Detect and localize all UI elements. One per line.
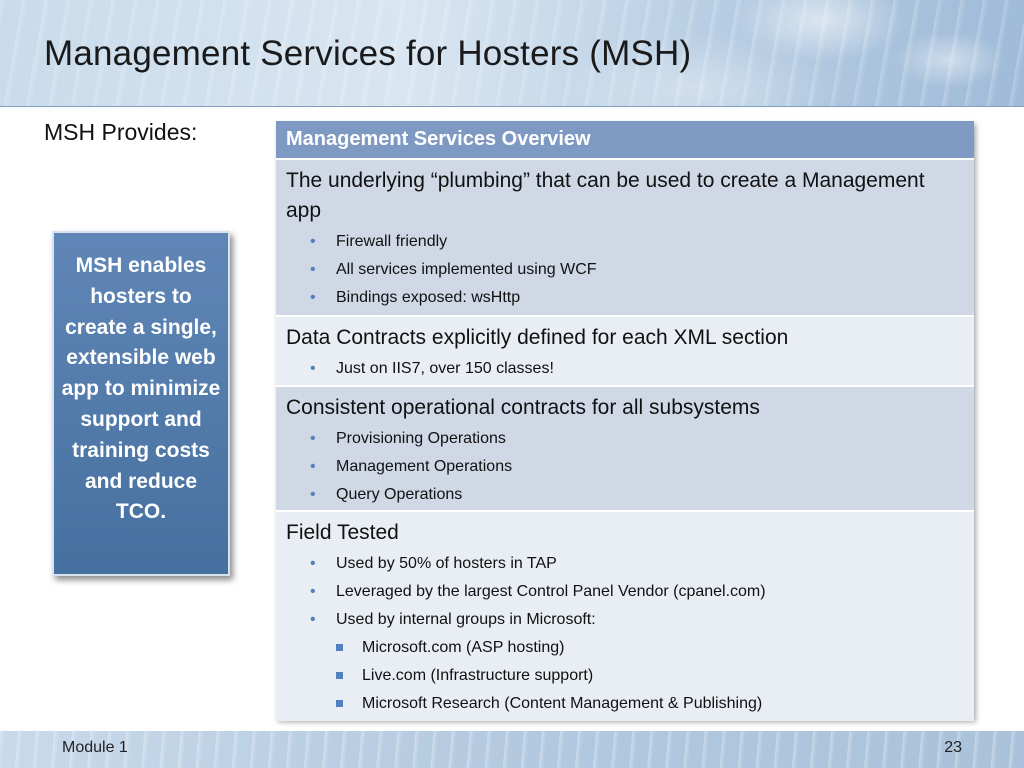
bullet-item: • Bindings exposed: wsHttp xyxy=(310,284,964,312)
slide-title: Management Services for Hosters (MSH) xyxy=(44,34,692,73)
bullet-item: • Leveraged by the largest Control Panel Vendor (cpanel.com) xyxy=(310,578,964,606)
sub-bullet-list xyxy=(336,634,964,718)
table-row xyxy=(276,160,974,317)
module-label: Module 1 xyxy=(62,739,128,756)
bullet-item: • Query Operations xyxy=(310,481,964,509)
bullet-item: • All services implemented using WCF xyxy=(310,256,964,284)
row-title: Consistent operational contracts for all subsystems xyxy=(286,396,760,419)
sub-bullet-item: Microsoft.com (ASP hosting) xyxy=(336,634,964,662)
bullet-item: • Firewall friendly xyxy=(310,228,964,256)
bullet-list xyxy=(286,228,964,312)
title-banner xyxy=(0,0,1024,107)
bullet-item: • Just on IIS7, over 150 classes! xyxy=(310,355,964,383)
table-row xyxy=(276,512,974,721)
row-title: Field Tested xyxy=(286,521,399,544)
overview-table xyxy=(276,121,974,719)
callout-box xyxy=(52,231,230,576)
bullet-list xyxy=(286,425,964,509)
row-title: The underlying “plumbing” that can be used to create a Management app xyxy=(286,169,925,222)
table-row xyxy=(276,387,974,512)
callout-text: MSH enables hosters to create a single, extensible web app to minimize support and training costs and reduce TCO. xyxy=(61,254,221,524)
bullet-list xyxy=(286,550,964,718)
bullet-item: • Used by 50% of hosters in TAP xyxy=(310,550,964,578)
row-title: Data Contracts explicitly defined for each XML section xyxy=(286,326,789,349)
sub-bullet-item: Microsoft Research (Content Management & Publishing) xyxy=(336,690,964,718)
table-header: Management Services Overview xyxy=(276,121,974,160)
bullet-item: • Management Operations xyxy=(310,453,964,481)
bullet-item xyxy=(310,606,964,718)
bullet-item: • Provisioning Operations xyxy=(310,425,964,453)
bullet-list xyxy=(286,355,964,383)
table-row xyxy=(276,317,974,387)
footer-bar xyxy=(0,731,1024,768)
bullet-item-text: Used by internal groups in Microsoft: xyxy=(336,611,596,628)
sub-bullet-item: Live.com (Infrastructure support) xyxy=(336,662,964,690)
page-number: 23 xyxy=(944,739,962,756)
msh-provides-label: MSH Provides: xyxy=(44,119,198,145)
